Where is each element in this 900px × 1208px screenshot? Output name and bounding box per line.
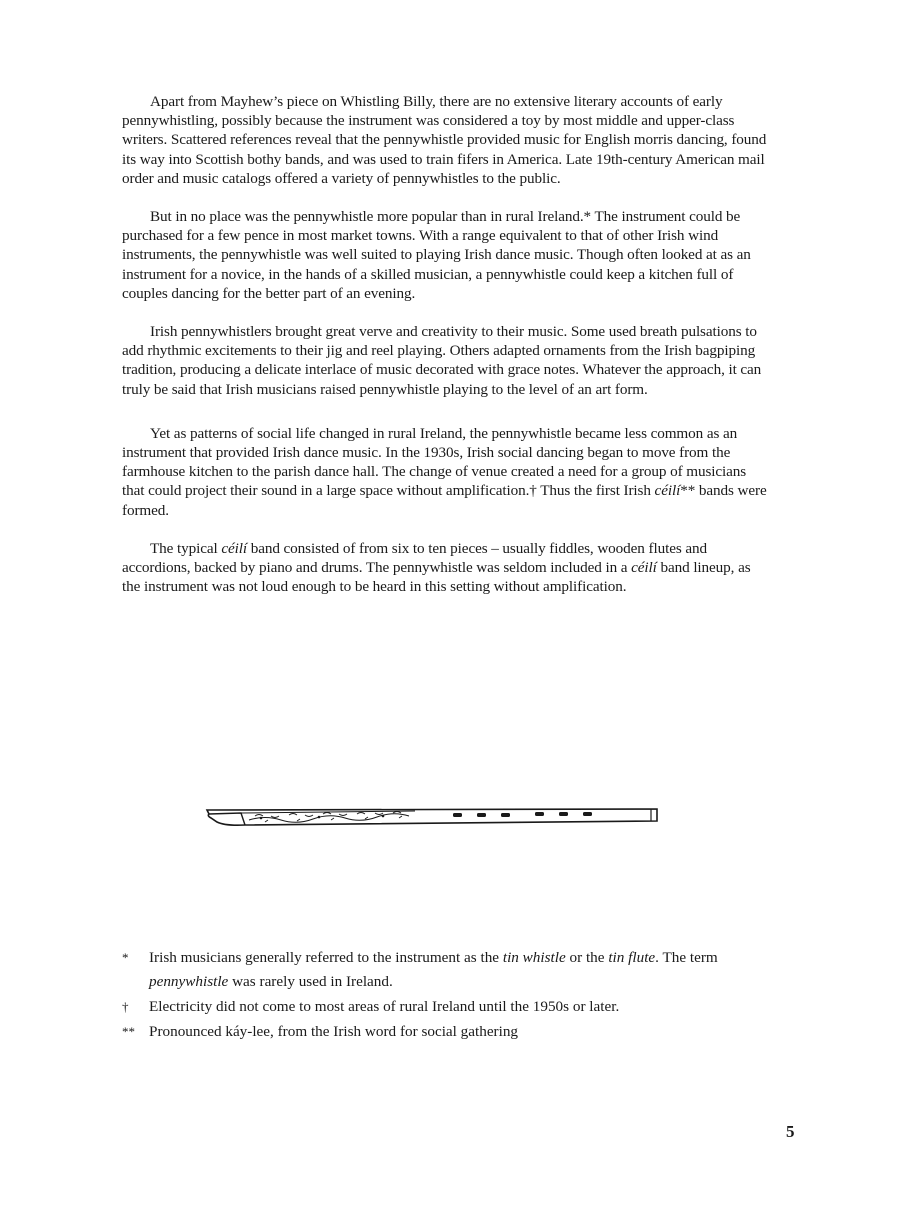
paragraph: But in no place was the pennywhistle more popular than in rural Ireland.* The instrument could be purchased for a few pence in most market towns. With a range equivalent to that of other Irish wind instruments, the pennywhistle was well suited to playing Irish dance music. Though often looked at as an instrument for a novice, in the hands of a skilled musician, a pennywhistle could keep a kitchen full of couples dancing for the better part of an evening. [122,208,751,302]
paragraph: Yet as patterns of social life changed in rural Ireland, the pennywhistle became less common as an instrument that provided Irish dance music. In the 1930s, Irish social dancing began to move from the farmhouse kitchen to the parish dance hall. The change of venue created a need for a group of musicians that could project their sound in a large space without amplification.† Thus the first Irish céilí** bands were formed. [122,424,767,519]
footnote: * Irish musicians generally referred to the instrument as the tin whistle or the tin flute. The term pennywhistle was rarely used in Ireland. [122,946,782,994]
pennywhistle-illustration [205,800,660,834]
footnote-mark: * [122,950,129,965]
footnote-mark: ** [122,1024,135,1039]
paragraph: Irish pennywhistlers brought great verve and creativity to their music. Some used breath pulsations to add rhythmic excitements to their jig and reel playing. Others adapted ornaments from the Irish bagpiping tradition, producing a delicate interlace of music decorated with grace notes. Whatever the approach, it can truly be said that Irish musicians raised pennywhistle playing to the level of an art form. [122,323,762,398]
footnote: † Electricity did not come to most areas of rural Ireland until the 1950s or later. [122,995,782,1019]
body-text [122,92,770,615]
page-number: 5 [786,1122,795,1141]
footnotes [122,946,782,1045]
paragraph: The typical céilí band consisted of from six to ten pieces – usually fiddles, wooden flutes and accordions, backed by piano and drums. The pennywhistle was seldom included in a céilí band lineup, as the instrument was not loud enough to be heard in this setting without amplification. [122,539,751,596]
footnote-mark: † [122,999,129,1014]
footnote: ** Pronounced káy-lee, from the Irish word for social gathering [122,1020,782,1044]
paragraph: Apart from Mayhew’s piece on Whistling Billy, there are no extensive literary accounts of early pennywhistling, possibly because the instrument was considered a toy by most middle and upper-class writers. Scattered references reveal that the pennywhistle provided music for English morris dancing, found its way into Scottish bothy bands, and was used to train fifers in America. Late 19th-century American mail order and music catalogs offered a variety of pennywhistles to the public. [122,93,767,187]
